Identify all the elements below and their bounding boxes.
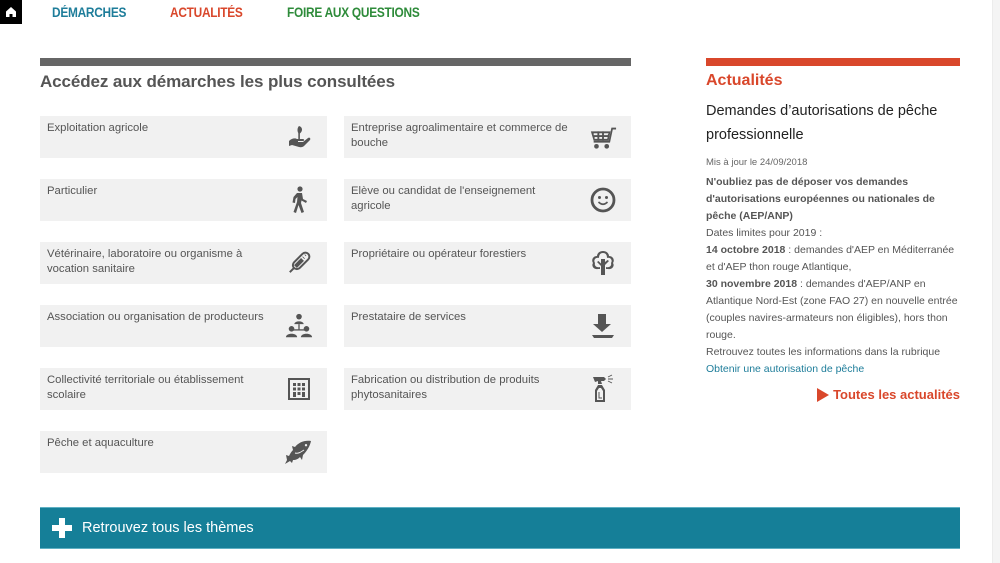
tile-particulier[interactable]: [40, 179, 327, 221]
tile-label: Entreprise agroalimentaire et commerce de bouche: [351, 122, 568, 149]
deadline-2-text: : demandes d'AEP/ANP en Atlantique Nord-Est (zone FAO 27) en nouvelle entrée (couples navires-armateurs non éligibles), hors thon rouge.: [706, 278, 958, 341]
nav-actualites[interactable]: ACTUALITÉS: [170, 5, 243, 20]
actualites-divider: [706, 58, 960, 66]
all-news-link[interactable]: [706, 387, 960, 402]
section-title: Accédez aux démarches les plus consultées: [40, 72, 395, 91]
tile-collectivite[interactable]: [40, 368, 327, 410]
shopping-cart-icon: [589, 123, 617, 151]
all-themes-label: Retrouvez tous les thèmes: [82, 520, 254, 536]
plus-icon: [52, 518, 72, 538]
deadline-2-date: 30 novembre 2018: [706, 278, 798, 290]
spray-bottle-icon: [589, 375, 617, 403]
fish-icon: [285, 438, 313, 466]
tile-prestataire-services[interactable]: [344, 305, 631, 347]
all-themes-button[interactable]: [40, 507, 960, 549]
triangle-right-icon: [817, 388, 829, 402]
news-lead: N'oubliez pas de déposer vos demandes d'autorisations européennes ou nationales de pêche (AEP/ANP): [706, 176, 935, 222]
tile-eleve-enseignement[interactable]: [344, 179, 631, 221]
tile-peche-aquaculture[interactable]: [40, 431, 327, 473]
tile-label: Prestataire de services: [351, 311, 466, 323]
tile-label: Fabrication ou distribution de produits phytosanitaires: [351, 374, 540, 401]
plant-hand-icon: [285, 123, 313, 151]
top-navigation: [0, 0, 990, 28]
tile-label: Vétérinaire, laboratoire ou organisme à vocation sanitaire: [47, 248, 243, 275]
tile-label: Pêche et aquaculture: [47, 437, 154, 449]
news-body: [706, 174, 960, 378]
tile-proprietaire-forestiers[interactable]: [344, 242, 631, 284]
building-icon: [285, 375, 313, 403]
tile-label: Propriétaire ou opérateur forestiers: [351, 248, 527, 260]
tile-label: Exploitation agricole: [47, 122, 149, 134]
tile-label: Elève ou candidat de l'enseignement agricole: [351, 185, 536, 212]
thermometer-icon: [285, 249, 313, 277]
news-headline[interactable]: Demandes d’autorisations de pêche professionnelle: [706, 103, 938, 143]
nav-demarches[interactable]: DÉMARCHES: [52, 5, 127, 20]
home-button[interactable]: [0, 0, 22, 24]
tile-phytosanitaires[interactable]: [344, 368, 631, 410]
tree-icon: [589, 249, 617, 277]
actualites-title: Actualités: [706, 72, 783, 89]
smiley-icon: [589, 186, 617, 214]
autorisation-peche-link[interactable]: Obtenir une autorisation de pêche: [706, 363, 865, 375]
tile-association-producteurs[interactable]: [40, 305, 327, 347]
download-tray-icon: [589, 312, 617, 340]
deadline-1-date: 14 octobre 2018: [706, 244, 786, 256]
news-date: Mis à jour le 24/09/2018: [706, 157, 808, 168]
walking-person-icon: [285, 186, 313, 214]
deadline-1-text: : demandes d'AEP en Méditerranée et d'AEP thon rouge Atlantique,: [706, 244, 955, 273]
tile-veterinaire[interactable]: [40, 242, 327, 284]
org-chart-icon: [285, 312, 313, 340]
all-news-label: Toutes les actualités: [833, 387, 960, 402]
tile-label: Collectivité territoriale ou établissement scolaire: [47, 374, 244, 401]
deadlines-intro: Dates limites pour 2019 :: [706, 227, 823, 239]
actualites-section: [706, 58, 960, 402]
page-scrollbar[interactable]: [992, 0, 1000, 563]
nav-faq[interactable]: FOIRE AUX QUESTIONS: [287, 5, 420, 20]
demarches-section: [40, 58, 631, 92]
tile-entreprise-agroalimentaire[interactable]: [344, 116, 631, 158]
home-icon: [5, 6, 17, 18]
more-info-text: Retrouvez toutes les informations dans la rubrique: [706, 346, 941, 358]
tile-label: Particulier: [47, 185, 98, 197]
tile-label: Association ou organisation de producteurs: [47, 311, 264, 323]
tile-exploitation-agricole[interactable]: [40, 116, 327, 158]
section-divider: [40, 58, 631, 66]
